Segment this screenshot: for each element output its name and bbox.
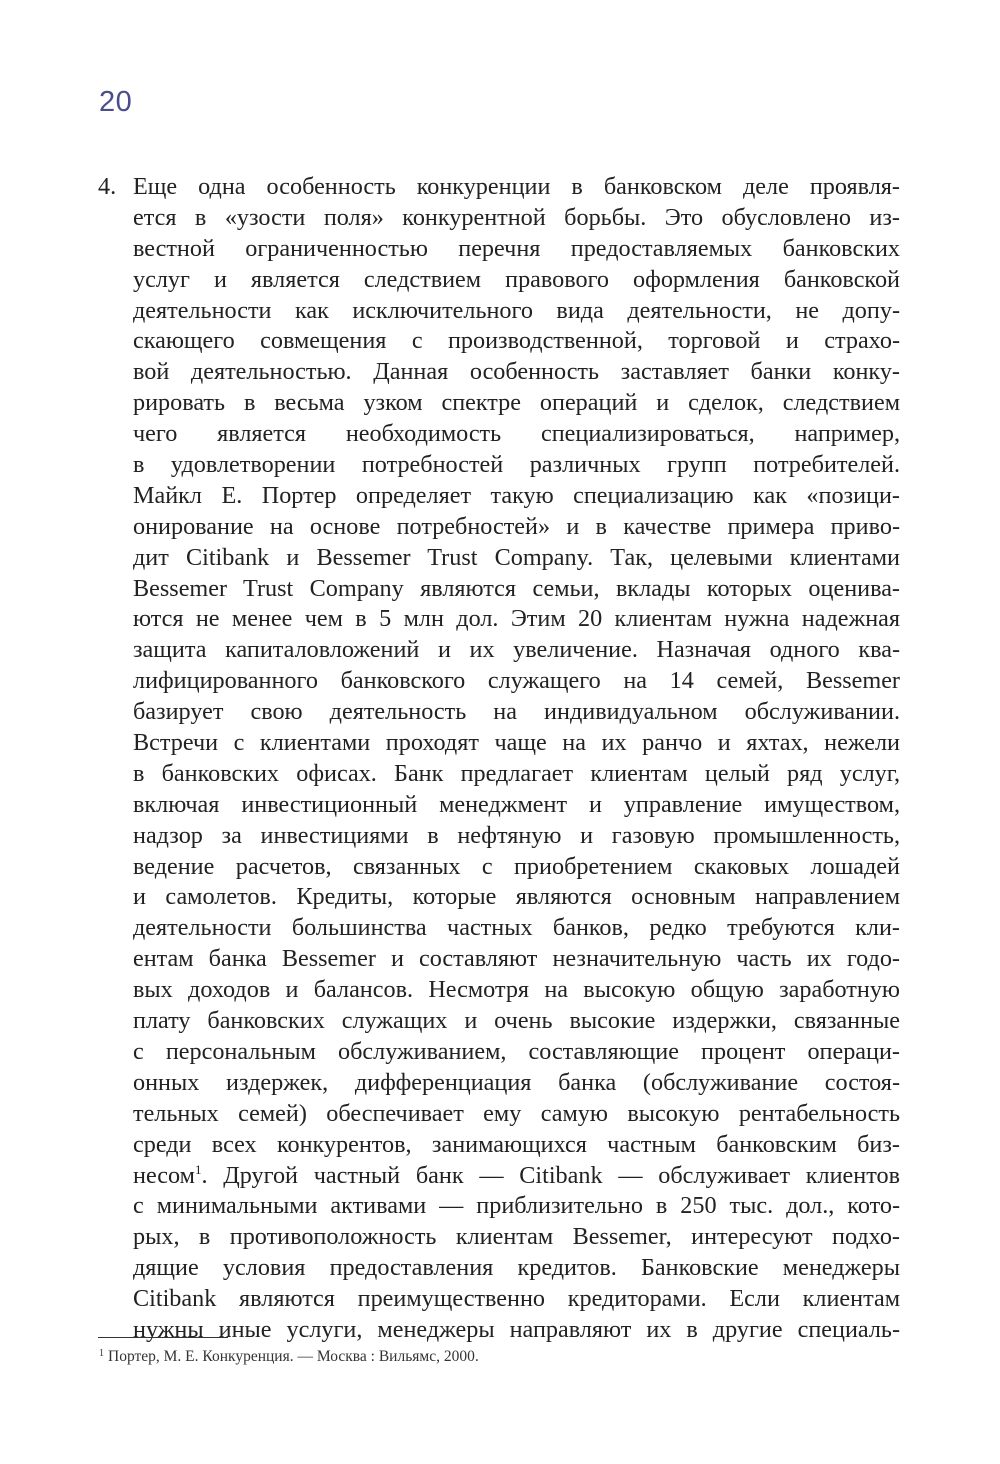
text-line: с минимальными активами — приблизительно в 250 тыс. дол., кото- bbox=[133, 1192, 900, 1220]
text-line: тельных семей) обеспечивает ему самую высокую рентабельность bbox=[133, 1099, 900, 1127]
text-line: ется в «узости поля» конкурентной борьбы. Это обусловлено из- bbox=[133, 203, 900, 231]
text-line: услуг и является следствием правового оформления банковской bbox=[133, 265, 900, 293]
text-line: рировать в весьма узком спектре операций и сделок, следствием bbox=[133, 389, 900, 417]
text-line: чего является необходимость специализироваться, например, bbox=[133, 420, 900, 448]
text-line: нужны иные услуги, менеджеры направляют их в другие специаль- bbox=[133, 1315, 900, 1343]
text-line: онирование на основе потребностей» и в качестве примера приво- bbox=[133, 512, 900, 540]
text-line: скающего совмещения с производственной, торговой и страхо- bbox=[133, 327, 900, 355]
item-body bbox=[133, 172, 900, 1346]
text-line: деятельности как исключительного вида деятельности, не допу- bbox=[133, 296, 900, 324]
text-line: Майкл Е. Портер определяет такую специализацию как «позици- bbox=[133, 481, 900, 509]
text-line: онных издержек, дифференциация банка (обслуживание состоя- bbox=[133, 1068, 900, 1096]
text-line: среди всех конкурентов, занимающихся частным банковским биз- bbox=[133, 1130, 900, 1158]
text-fragment: несом bbox=[133, 1161, 195, 1189]
text-line: лифицированного банковского служащего на 14 семей, Bessemer bbox=[133, 667, 900, 695]
text-line: в удовлетворении потребностей различных групп потребителей. bbox=[133, 451, 900, 479]
text-line: дящие условия предоставления кредитов. Банковские менеджеры bbox=[133, 1254, 900, 1282]
text-line: ведение расчетов, связанных с приобретением скаковых лошадей bbox=[133, 852, 900, 880]
text-line: вестной ограниченностью перечня предоставляемых банковских bbox=[133, 234, 900, 262]
text-line: дит Citibank и Bessemer Trust Company. Так, целевыми клиентами bbox=[133, 543, 900, 571]
text-line: с персональным обслуживанием, составляющие процент операци- bbox=[133, 1037, 900, 1065]
text-line: и самолетов. Кредиты, которые являются основным направлением bbox=[133, 883, 900, 911]
text-line: плату банковских служащих и очень высокие издержки, связанные bbox=[133, 1007, 900, 1035]
footnote bbox=[99, 1348, 479, 1366]
item-marker: 4. bbox=[98, 173, 117, 200]
text-line-with-footnote-ref bbox=[133, 1161, 900, 1192]
text-line: включая инвестиционный менеджмент и управление имуществом, bbox=[133, 790, 900, 818]
text-fragment: . Другой частный банк — Citibank — обслуживает клиентов bbox=[201, 1161, 900, 1189]
text-line: деятельности большинства частных банков, редко требуются кли- bbox=[133, 914, 900, 942]
text-line: ются не менее чем в 5 млн дол. Этим 20 клиентам нужна надежная bbox=[133, 605, 900, 633]
text-line: базирует свою деятельность на индивидуальном обслуживании. bbox=[133, 698, 900, 726]
footnote-reference[interactable]: 1 bbox=[194, 1161, 202, 1177]
text-line: надзор за инвестициями в нефтяную и газовую промышленность, bbox=[133, 821, 900, 849]
text-line: Citibank являются преимущественно кредиторами. Если клиентам bbox=[133, 1285, 900, 1313]
text-line: рых, в противоположность клиентам Bessemer, интересуют подхо- bbox=[133, 1223, 900, 1251]
page-number: 20 bbox=[99, 86, 133, 118]
text-line: вых доходов и балансов. Несмотря на высокую общую заработную bbox=[133, 976, 900, 1004]
footnote-text: Портер, М. Е. Конкуренция. — Москва : Вильямс, 2000. bbox=[108, 1348, 479, 1365]
text-line: защита капиталовложений и их увеличение. Назначая одного ква- bbox=[133, 636, 900, 664]
text-line: Встречи с клиентами проходят чаще на их ранчо и яхтах, нежели bbox=[133, 729, 900, 757]
footnote-mark: 1 bbox=[99, 1348, 104, 1359]
text-line: Bessemer Trust Company являются семьи, вклады которых оценива- bbox=[133, 574, 900, 602]
text-line: в банковских офисах. Банк предлагает клиентам целый ряд услуг, bbox=[133, 759, 900, 787]
footnote-separator bbox=[98, 1337, 228, 1338]
text-line: Еще одна особенность конкуренции в банковском деле проявля- bbox=[133, 173, 900, 200]
text-line: ентам банка Bessemer и составляют незначительную часть их годо- bbox=[133, 945, 900, 973]
text-line: вой деятельностью. Данная особенность заставляет банки конку- bbox=[133, 358, 900, 386]
